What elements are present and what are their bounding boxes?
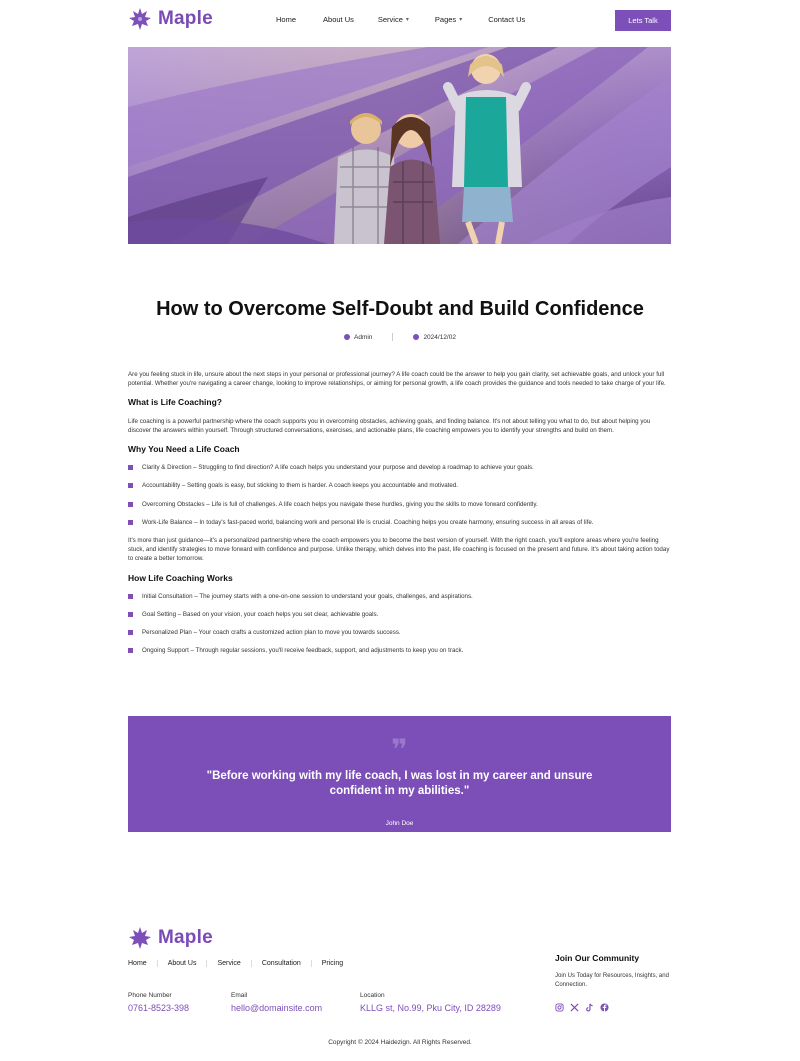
contact-email: [231, 992, 322, 1013]
quote-author: John Doe: [385, 820, 414, 827]
phone-value[interactable]: 0761-8523-398: [128, 1003, 190, 1013]
email-value[interactable]: hello@domainsite.com: [231, 1003, 323, 1013]
nav-about-label: About Us: [323, 15, 354, 24]
site-header: [0, 0, 800, 40]
footer-nav-pricing[interactable]: Pricing: [321, 960, 344, 967]
quote-text: "Before working with my life coach, I was lost in my career and unsure confident in my abilities.": [206, 770, 593, 797]
nav-service[interactable]: [378, 15, 409, 24]
quote-icon: ❞: [391, 734, 408, 765]
list-item: Accountability – Setting goals is easy, but sticking to them is harder. A coach keeps you accountable and motivated.: [128, 481, 671, 490]
location-value: KLLG st, No.99, Pku City, ID 28289: [360, 1003, 501, 1013]
section-paragraph-why: It's more than just guidance—it's a personalized partnership where the coach empowers you to become the best version of yourself. With the right coach, you'll explore areas where you're feeling stuck, and identify strategies to move forward with confidence and purpose. Unlike therapy, which delves into the past, life coaching is focused on the present and future. It's about taking action today to create a better tomorrow.: [128, 537, 670, 563]
instagram-icon[interactable]: [555, 1003, 564, 1012]
nav-pages-label: Pages: [434, 15, 457, 24]
page-title: How to Overcome Self-Doubt and Build Confidence: [156, 298, 644, 320]
footer-logo[interactable]: [128, 926, 213, 950]
chevron-down-icon: ▾: [459, 17, 463, 23]
lavender-field-photo: [128, 47, 671, 244]
list-item: Ongoing Support – Through regular sessions, you'll receive feedback, support, and adjustments to keep you on track.: [128, 646, 671, 655]
community-text: Join Us Today for Resources, Insights, and Connection.: [555, 973, 669, 988]
logo-text: Maple: [158, 8, 213, 29]
hero-image: [128, 47, 671, 244]
calendar-icon: [413, 334, 419, 340]
post-meta: [0, 333, 800, 341]
footer-nav-about[interactable]: About Us: [168, 960, 208, 967]
logo[interactable]: [128, 7, 213, 31]
list-item: Clarity & Direction – Struggling to find direction? A life coach helps you understand your purpose and develop a roadmap to achieve your goals.: [128, 463, 671, 472]
nav-pages[interactable]: [435, 15, 462, 24]
how-list: [128, 592, 671, 656]
section-heading-why: Why You Need a Life Coach: [128, 444, 240, 455]
footer-logo-text: Maple: [158, 927, 213, 948]
section-heading-what: What is Life Coaching?: [128, 397, 222, 408]
nav-service-label: Service: [377, 15, 403, 24]
community-heading: Join Our Community: [555, 953, 640, 963]
list-item: Goal Setting – Based on your vision, your coach helps you set clear, achievable goals.: [128, 610, 671, 619]
phone-label: Phone Number: [128, 992, 172, 999]
testimonial-quote: [128, 716, 671, 832]
maple-leaf-icon: [128, 926, 152, 950]
footer-nav-home[interactable]: Home: [128, 960, 158, 967]
lets-talk-button[interactable]: Lets Talk: [615, 10, 671, 31]
main-nav: [276, 15, 525, 24]
section-paragraph-what: Life coaching is a powerful partnership where the coach supports you in overcoming obstacles, achieving goals, and finding balance. It's not about telling you what to do, but about helping you discover the answers within yourself. Through structured conversations, exercises, and actionable plans, life coaching empowers you to identify your strengths and build on them.: [128, 417, 651, 434]
footer-nav-service[interactable]: Service: [217, 960, 251, 967]
social-links: [555, 1003, 609, 1012]
nav-home[interactable]: [276, 15, 296, 24]
article-body: [128, 370, 671, 665]
location-label: Location: [360, 992, 385, 999]
nav-about[interactable]: [323, 15, 354, 24]
list-item: Personalized Plan – Your coach crafts a customized action plan to move you towards success.: [128, 628, 671, 637]
footer-nav: [128, 960, 363, 967]
user-icon: [344, 334, 350, 340]
community-block: [555, 953, 675, 990]
section-heading-how: How Life Coaching Works: [128, 572, 233, 583]
list-item: Overcoming Obstacles – Life is full of challenges. A life coach helps you navigate these hurdles, giving you the skills to move forward confidently.: [128, 500, 671, 509]
facebook-icon[interactable]: [600, 1003, 609, 1012]
tiktok-icon[interactable]: [585, 1003, 594, 1012]
nav-home-label: Home: [276, 15, 297, 24]
contact-location: [360, 992, 501, 1013]
post-author-label: Admin: [354, 333, 373, 341]
post-date: [413, 333, 456, 341]
chevron-down-icon: ▾: [405, 17, 409, 23]
post-date-label: 2024/12/02: [423, 333, 456, 341]
x-icon[interactable]: [570, 1003, 579, 1012]
footer-nav-consultation[interactable]: Consultation: [262, 960, 312, 967]
list-item: Initial Consultation – The journey starts with a one-on-one session to understand your goals, challenges, and aspirations.: [128, 592, 671, 601]
why-list: [128, 463, 671, 527]
meta-divider: [392, 333, 393, 341]
post-author[interactable]: [344, 333, 372, 341]
copyright: Copyright © 2024 Haidezign. All Rights Reserved.: [328, 1039, 472, 1046]
intro-paragraph: Are you feeling stuck in life, unsure about the next steps in your personal or professional journey? A life coach could be the answer to help you gain clarity, set achievable goals, and unlock your full potential. Whether you're navigating a career change, looking to improve relationships, or aiming for personal growth, a life coach provides the guidance and tools needed to take charge of your life.: [128, 371, 666, 388]
contact-phone: [128, 992, 189, 1013]
email-label: Email: [231, 992, 248, 999]
nav-contact[interactable]: [488, 15, 525, 24]
maple-leaf-icon: [128, 7, 152, 31]
list-item: Work-Life Balance – In today's fast-paced world, balancing work and personal life is crucial. Coaching helps you create harmony, ensuring success in all areas of life.: [128, 518, 671, 527]
nav-contact-label: Contact Us: [488, 15, 526, 24]
